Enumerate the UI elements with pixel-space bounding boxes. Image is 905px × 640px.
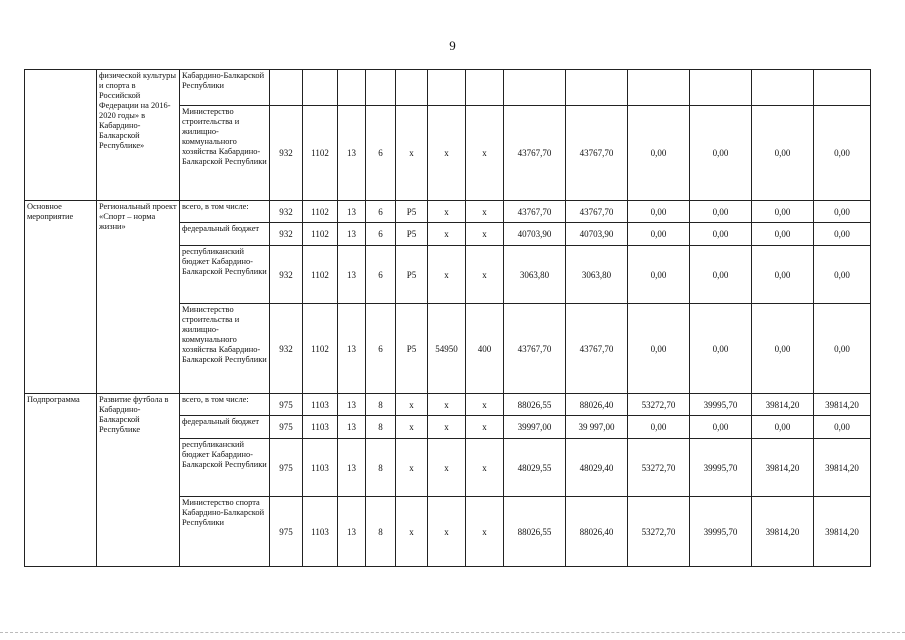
value-cell: 0,00 [628,223,690,246]
value-cell: 0,00 [814,201,871,223]
value-cell [566,70,628,106]
value-cell: 88026,40 [566,394,628,416]
value-cell: 13 [338,416,366,439]
value-cell [396,70,428,106]
value-cell: 39814,20 [814,439,871,497]
value-cell: х [428,497,466,567]
value-cell: 0,00 [690,416,752,439]
value-cell: 6 [366,304,396,394]
value-cell: 0,00 [752,106,814,201]
value-cell: 43767,70 [566,304,628,394]
program-title-cell: Развитие футбола в Кабардино-Балкарской Республике [97,394,180,567]
value-cell [303,70,338,106]
value-cell: 0,00 [814,223,871,246]
scan-artifact-line [0,632,905,634]
value-cell: 13 [338,246,366,304]
program-title-cell: Региональный проект «Спорт – норма жизни» [97,201,180,394]
value-cell [690,70,752,106]
value-cell: 1103 [303,439,338,497]
funding-source-cell: республиканский бюджет Кабардино-Балкарской Республики [180,439,270,497]
value-cell: 13 [338,304,366,394]
value-cell: 53272,70 [628,497,690,567]
value-cell: 932 [270,106,303,201]
value-cell: 975 [270,439,303,497]
program-type-cell: Подпрограмма [25,394,97,567]
funding-source-cell: федеральный бюджет [180,223,270,246]
value-cell: 39814,20 [752,497,814,567]
value-cell: 6 [366,246,396,304]
value-cell: P5 [396,223,428,246]
funding-source-cell: федеральный бюджет [180,416,270,439]
value-cell: 0,00 [628,304,690,394]
value-cell: х [396,416,428,439]
funding-source-cell: Министерство строительства и жилищно-коммунального хозяйства Кабардино-Балкарской Республики [180,304,270,394]
value-cell: 13 [338,106,366,201]
value-cell: P5 [396,304,428,394]
value-cell: х [428,416,466,439]
value-cell: 39814,20 [752,439,814,497]
value-cell: х [466,223,504,246]
value-cell: х [428,439,466,497]
page-number: 9 [449,38,456,53]
value-cell [814,70,871,106]
funding-source-cell: республиканский бюджет Кабардино-Балкарской Республики [180,246,270,304]
value-cell: 39997,00 [504,416,566,439]
value-cell: 43767,70 [504,106,566,201]
value-cell: 0,00 [690,201,752,223]
value-cell: 0,00 [752,201,814,223]
value-cell: 932 [270,246,303,304]
program-type-cell [25,70,97,201]
value-cell: 0,00 [814,304,871,394]
value-cell: х [466,497,504,567]
value-cell [628,70,690,106]
budget-table [24,69,871,567]
value-cell [338,70,366,106]
program-title-cell: физической культуры и спорта в Российской Федерации на 2016-2020 годы» в Кабардино-Балкарской Республике» [97,70,180,201]
value-cell: х [466,394,504,416]
table-row [25,394,871,416]
value-cell: 13 [338,439,366,497]
value-cell: 39814,20 [814,394,871,416]
value-cell: 13 [338,497,366,567]
funding-source-cell: всего, в том числе: [180,394,270,416]
value-cell [504,70,566,106]
value-cell: 1102 [303,106,338,201]
value-cell: 43767,70 [504,304,566,394]
table-row [25,201,871,223]
value-cell: 43767,70 [566,106,628,201]
value-cell: 13 [338,201,366,223]
value-cell: 6 [366,223,396,246]
value-cell: 0,00 [752,223,814,246]
value-cell: P5 [396,246,428,304]
value-cell: 0,00 [814,106,871,201]
value-cell: 1103 [303,497,338,567]
value-cell: 39814,20 [814,497,871,567]
value-cell: х [466,246,504,304]
funding-source-cell: Министерство спорта Кабардино-Балкарской Республики [180,497,270,567]
value-cell: 0,00 [628,106,690,201]
value-cell: 0,00 [628,201,690,223]
value-cell: х [428,201,466,223]
value-cell: 0,00 [690,223,752,246]
value-cell: 40703,90 [504,223,566,246]
value-cell: P5 [396,201,428,223]
value-cell: 43767,70 [504,201,566,223]
value-cell: 0,00 [628,416,690,439]
value-cell: 88026,55 [504,394,566,416]
value-cell: х [428,106,466,201]
value-cell: 400 [466,304,504,394]
value-cell: 1103 [303,416,338,439]
value-cell: 1102 [303,201,338,223]
value-cell: 0,00 [628,246,690,304]
value-cell: 39814,20 [752,394,814,416]
funding-source-cell: Кабардино-Балкарской Республики [180,70,270,106]
value-cell: 932 [270,201,303,223]
value-cell: 975 [270,394,303,416]
value-cell [466,70,504,106]
value-cell [366,70,396,106]
value-cell: х [396,439,428,497]
value-cell: 39995,70 [690,394,752,416]
value-cell: 53272,70 [628,439,690,497]
value-cell: 3063,80 [504,246,566,304]
value-cell: 1102 [303,304,338,394]
value-cell: 39995,70 [690,439,752,497]
value-cell: 48029,55 [504,439,566,497]
value-cell: 8 [366,416,396,439]
value-cell: 88026,40 [566,497,628,567]
value-cell: 0,00 [752,416,814,439]
value-cell: х [466,106,504,201]
value-cell: 932 [270,223,303,246]
value-cell [752,70,814,106]
value-cell: 48029,40 [566,439,628,497]
program-type-cell: Основное мероприятие [25,201,97,394]
value-cell: 975 [270,416,303,439]
value-cell: 54950 [428,304,466,394]
value-cell: х [428,246,466,304]
value-cell [428,70,466,106]
value-cell: х [428,223,466,246]
value-cell: х [466,201,504,223]
value-cell: 40703,90 [566,223,628,246]
value-cell: 8 [366,497,396,567]
value-cell: х [466,416,504,439]
value-cell: х [396,394,428,416]
value-cell: 0,00 [752,246,814,304]
value-cell: 0,00 [814,416,871,439]
value-cell: 1102 [303,246,338,304]
value-cell: 1103 [303,394,338,416]
value-cell: 0,00 [690,304,752,394]
value-cell: х [396,106,428,201]
value-cell: 0,00 [814,246,871,304]
funding-source-cell: Министерство строительства и жилищно-коммунального хозяйства Кабардино-Балкарской Республики [180,106,270,201]
value-cell: 975 [270,497,303,567]
value-cell: 0,00 [690,246,752,304]
value-cell: 8 [366,394,396,416]
value-cell: 6 [366,106,396,201]
value-cell: 6 [366,201,396,223]
value-cell [270,70,303,106]
table-row [25,70,871,106]
value-cell: 932 [270,304,303,394]
value-cell: 13 [338,223,366,246]
value-cell: х [428,394,466,416]
value-cell: 3063,80 [566,246,628,304]
value-cell: 88026,55 [504,497,566,567]
value-cell: 0,00 [690,106,752,201]
value-cell: 39 997,00 [566,416,628,439]
value-cell: х [396,497,428,567]
value-cell: 8 [366,439,396,497]
value-cell: 1102 [303,223,338,246]
value-cell: 0,00 [752,304,814,394]
funding-source-cell: всего, в том числе: [180,201,270,223]
value-cell: 13 [338,394,366,416]
value-cell: 53272,70 [628,394,690,416]
value-cell: х [466,439,504,497]
value-cell: 43767,70 [566,201,628,223]
value-cell: 39995,70 [690,497,752,567]
